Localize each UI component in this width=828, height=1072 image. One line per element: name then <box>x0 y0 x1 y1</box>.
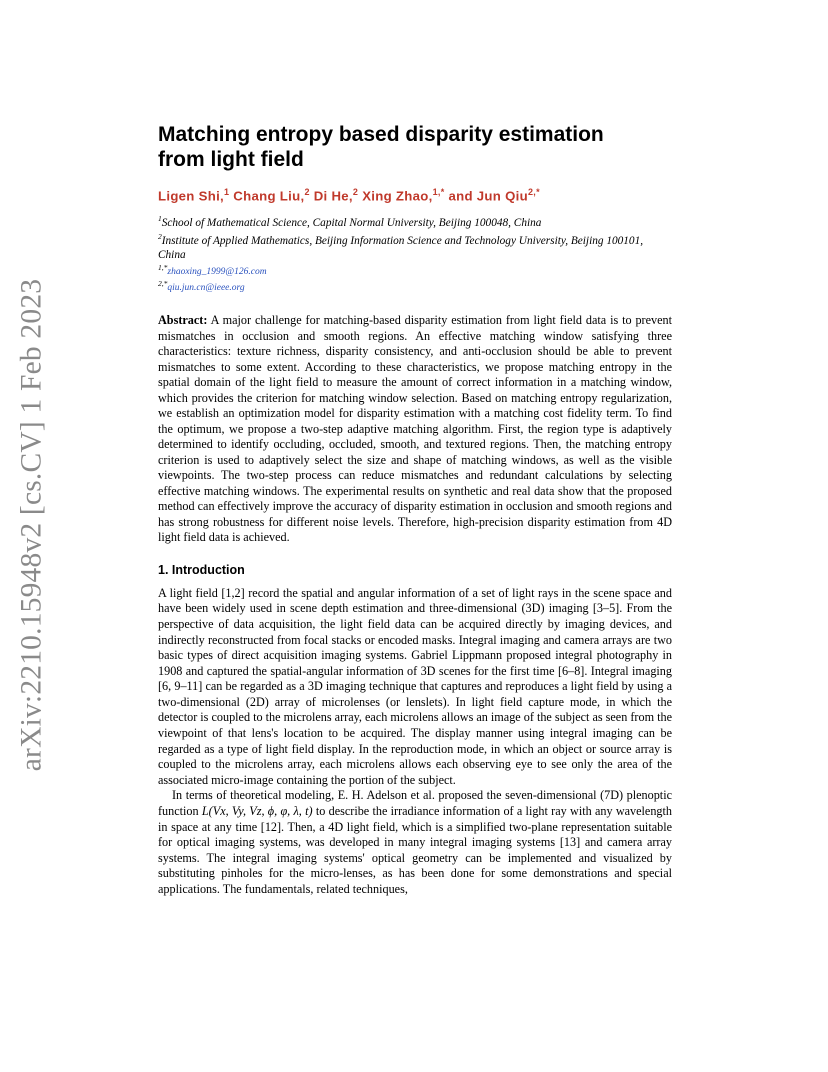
author-name: and Jun Qiu <box>448 188 528 204</box>
author-name: Di He, <box>313 188 353 204</box>
arxiv-stamp <box>12 278 52 772</box>
email-item <box>158 262 672 278</box>
author-mark: 2 <box>304 187 310 197</box>
author-name: Xing Zhao, <box>362 188 433 204</box>
email-item <box>158 278 672 294</box>
title-line-2: from light field <box>158 148 304 171</box>
paragraph: A light field [1,2] record the spatial and angular information of a set of light rays in the scene space and have been widely used in scene depth estimation and three-dimensional (3D) imaging [3–5]. From the perspective of data acquisition, the light field data can be acquired directly by imaging devices, and indirectly reconstructed from focal stacks or encoded masks. Integral imaging and camera arrays are two basic types of direct acquisition imaging systems. Gabriel Lippmann proposed integral photography in 1908 and captured the spatial-angular information of 3D scenes for the first time [6–8]. Integral imaging [6, 9–11] can be regarded as a 3D imaging technique that captures and reproduces a light field by using a two-dimensional (2D) array of microlenses (or lenslets). In light field capture mode, in which the detector is coupled to the microlens array, each microlens allows an image of the subject as seen from the viewpoint of that lens's location to be acquired. The display manner using integral imaging can be regarded as a type of light field display. In the reproduction mode, in which an object or source array is coupled to the microlens array, each microlens allows each observing eye to see only the area of the associated micro-image containing the portion of the subject. <box>158 585 672 787</box>
affiliation-text: School of Mathematical Science, Capital Normal University, Beijing 100048, China <box>161 217 542 230</box>
paper-page <box>158 122 672 898</box>
section-heading: 1. Introduction <box>158 562 245 577</box>
paragraph-text: to describe the irradiance information of a light ray with any wavelength in space at any time [12]. Then, a 4D light field, which is a simplified two-plane representation suitable for optical imaging systems, was developed in many integral imaging systems [13] and camera array systems. The integral imaging systems' optical geometry can be implemented and visualized by substituting pinholes for the micro-lenses, as has been done for some demonstrations and special applications. The fundamentals, related techniques, <box>158 804 673 897</box>
email-mark: 1,* <box>158 262 168 272</box>
affiliation-mark: 2 <box>158 232 162 242</box>
author-mark: 2,* <box>527 187 540 197</box>
affiliations <box>158 212 672 294</box>
author-name: Ligen Shi, <box>158 188 225 204</box>
author-mark: 1 <box>224 187 230 197</box>
author-list <box>158 187 672 203</box>
author-mark: 1,* <box>432 187 445 197</box>
affiliation-item <box>158 230 672 262</box>
paper-title <box>158 122 672 172</box>
abstract-text: A major challenge for matching-based disparity estimation from light field data is to prevent mismatches in occlusion and smooth regions. An effective matching window satisfying three characteristics: texture richness, disparity consistency, and anti-occlusion should be able to prevent mismatches to some extent. According to these characteristics, we propose matching entropy in the spatial domain of the light field to measure the amount of correct information in a matching window, which provides the criterion for matching window selection. Based on matching entropy regularization, we establish an optimization model for disparity estimation with a matching cost fidelity term. To find the optimum, we propose a two-step adaptive matching algorithm. First, the region type is adaptively determined to identify occluding, occluded, smooth, and textured regions. Then, the matching entropy criterion is used to adaptively select the size and shape of matching windows, as well as the visible viewpoints. The two-step process can reduce mismatches and redundant calculations by selecting effective matching windows. The experimental results on synthetic and real data show that the proposed method can effectively improve the accuracy of disparity estimation in occlusion and smooth regions and has strong robustness for different noise levels. Therefore, high-precision disparity estimation from 4D light field data is achieved. <box>158 313 672 545</box>
paragraph <box>158 788 672 897</box>
abstract-label: Abstract: <box>158 313 208 328</box>
abstract <box>158 313 672 546</box>
plenoptic-function: L(Vx, Vy, Vz, ϕ, φ, λ, t) <box>201 804 313 819</box>
arxiv-identifier: arXiv:2210.15948v2 [cs.CV] 1 Feb 2023 <box>15 278 48 772</box>
title-line-1: Matching entropy based disparity estimation <box>158 123 604 146</box>
affiliation-text: Institute of Applied Mathematics, Beijing Information Science and Technology University, Beijing 100101, China <box>158 234 644 261</box>
email-link[interactable]: zhaoxing_1999@126.com <box>167 267 267 278</box>
email-link[interactable]: qiu.jun.cn@ieee.org <box>167 283 245 294</box>
body-text <box>158 586 672 898</box>
email-mark: 2,* <box>158 279 168 289</box>
affiliation-mark: 1 <box>158 214 162 224</box>
affiliation-item <box>158 212 672 230</box>
paragraph-text: In terms of theoretical modeling, E. H. Adelson et al. proposed the seven-dimensional (7D) plenoptic function <box>158 788 672 819</box>
author-mark: 2 <box>352 187 359 197</box>
author-name: Chang Liu, <box>233 188 305 204</box>
